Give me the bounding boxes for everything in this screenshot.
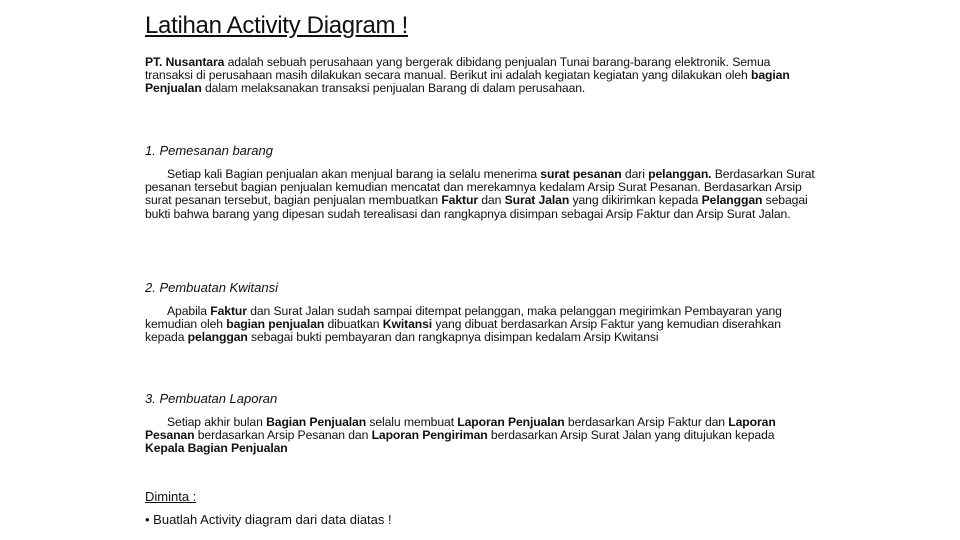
section2-heading: 2. Pembuatan Kwitansi xyxy=(145,280,278,295)
intro-text-2: dalam melaksanakan transaksi penjualan Barang di dalam perusahaan. xyxy=(201,81,586,96)
section1-paragraph xyxy=(145,168,817,221)
s2-text-1: Apabila xyxy=(167,304,211,318)
s3-text-4: berdasarkan Arsip Pesanan dan xyxy=(194,428,372,443)
s2-bold-2: bagian penjualan xyxy=(226,317,325,332)
intro-text-1: adalah sebuah perusahaan yang bergerak dibidang penjualan Tunai barang-barang elektronik. Semua transaksi di perusahaan masih dilakukan secara manual. Berikut ini adalah kegiatan kegiatan yang dilakukan oleh xyxy=(145,55,771,83)
s2-text-4: yang dibuat berdasarkan Arsip Faktur yang kemudian diserahkan kepada xyxy=(145,317,781,345)
s1-text-2: dari xyxy=(621,167,649,181)
s2-text-3: dibuatkan xyxy=(324,317,383,332)
task-bullet: • Buatlah Activity diagram dari data diatas ! xyxy=(145,512,392,527)
s2-text-2: dan Surat Jalan sudah sampai ditempat pelanggan, maka pelanggan megirimkan Pembayaran yang kemudian oleh xyxy=(145,304,782,332)
s2-bold-3: Kwitansi xyxy=(382,317,433,332)
s1-bold-1: surat pesanan xyxy=(540,167,622,181)
s1-text-4: dan xyxy=(477,193,505,208)
s3-bold-3: Laporan Pesanan xyxy=(145,415,776,443)
diminta-label: Diminta : xyxy=(145,489,197,504)
s3-bold-5: Kepala Bagian Penjualan xyxy=(145,441,288,456)
s3-text-3: berdasarkan Arsip Faktur dan xyxy=(564,415,729,429)
s1-text-1: Setiap kali Bagian penjualan akan menjual barang ia selalu menerima xyxy=(167,167,541,181)
section2-paragraph xyxy=(145,305,817,345)
s3-text-5: berdasarkan Arsip Surat Jalan yang ditujukan kepada xyxy=(487,428,775,443)
s3-text-1: Setiap akhir bulan xyxy=(167,415,267,429)
s3-text-2: selalu membuat xyxy=(366,415,458,429)
s1-bold-4: Surat Jalan xyxy=(504,193,570,208)
s1-bold-5: Pelanggan xyxy=(701,193,763,208)
intro-bold-2: bagian Penjualan xyxy=(145,68,790,96)
section1-heading: 1. Pemesanan barang xyxy=(145,143,273,158)
s1-text-5: yang dikirimkan kepada xyxy=(569,193,702,208)
s1-bold-3: Faktur xyxy=(441,193,478,208)
intro-paragraph xyxy=(145,56,817,96)
s1-text-3: Berdasarkan Surat pesanan tersebut bagian penjualan kemudian mencatat dan merekamnya kedalam Arsip Surat Pesanan. Berdasarkan Arsip surat pesanan tersebut, bagian penjualan membuatkan xyxy=(145,167,815,208)
s2-text-5: sebagai bukti pembayaran dan rangkapnya disimpan kedalam Arsip Kwitansi xyxy=(247,330,659,345)
s3-bold-2: Laporan Penjualan xyxy=(457,415,565,429)
section3-paragraph xyxy=(145,416,817,456)
s2-bold-4: pelanggan xyxy=(187,330,248,345)
section3-heading: 3. Pembuatan Laporan xyxy=(145,391,278,406)
page-title: Latihan Activity Diagram ! xyxy=(145,12,408,39)
s3-bold-1: Bagian Penjualan xyxy=(266,415,367,429)
company-name: PT. Nusantara xyxy=(145,55,225,69)
s1-text-6: sebagai bukti bahwa barang yang dipesan sudah terealisasi dan rangkapnya disimpan sebagai Arsip Faktur dan Arsip Surat Jalan. xyxy=(145,193,808,221)
s1-bold-2: pelanggan. xyxy=(648,167,712,181)
s3-bold-4: Laporan Pengiriman xyxy=(371,428,488,443)
s2-bold-1: Faktur xyxy=(210,304,247,318)
